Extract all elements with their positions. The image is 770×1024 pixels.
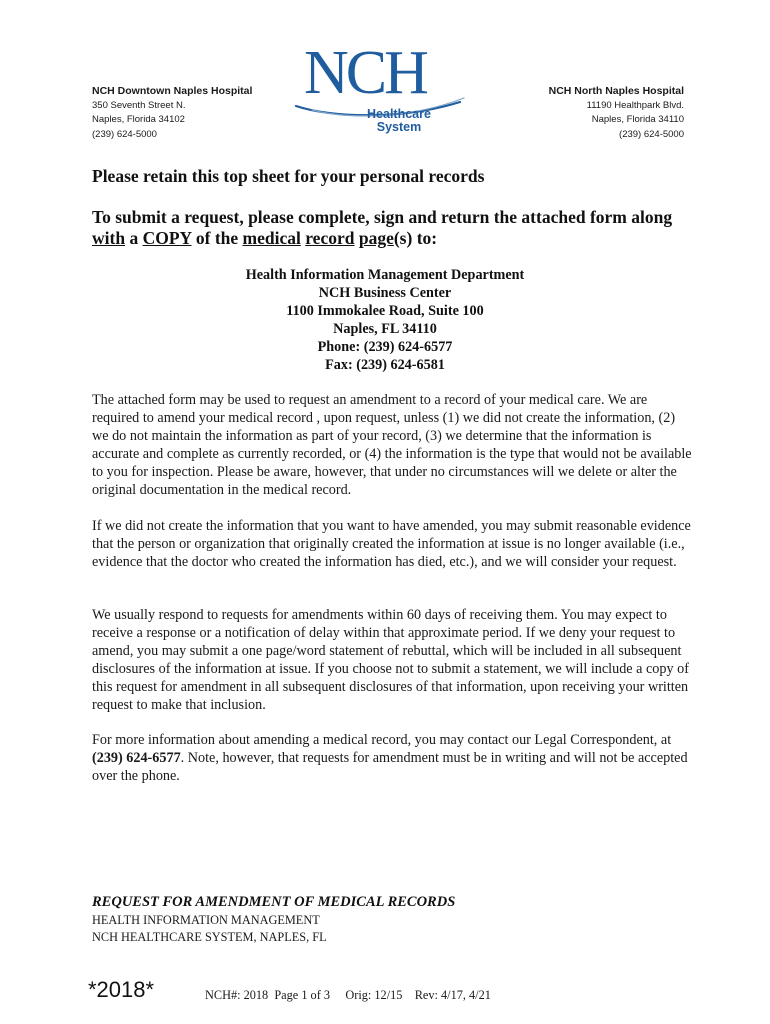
paragraph-reasonable-evidence: If we did not create the information that you want to have amended, you may submit reasonable evidence that the person or organization that originally created the information at issue is no longer available (i.e., evidence that the doctor who created the information has died, etc.), and we will consider your request. — [92, 518, 691, 570]
logo-subtitle-line1: Healthcare — [367, 107, 431, 121]
downtown-hospital-name: NCH Downtown Naples Hospital — [92, 85, 253, 97]
north-naples-hospital-phone: (239) 624-5000 — [619, 128, 684, 140]
submit-heading-page: page — [358, 228, 394, 248]
submit-heading-part1: To submit a request, please complete, sign and return the attached form along — [92, 207, 673, 227]
logo-subtitle-line2: System — [376, 120, 422, 134]
legal-correspondent-phone: (239) 624-6577 — [92, 750, 181, 766]
downtown-hospital-street: 350 Seventh Street N. — [92, 99, 186, 111]
downtown-hospital-phone: (239) 624-5000 — [92, 128, 157, 140]
form-subtitle-department: HEALTH INFORMATION MANAGEMENT — [92, 913, 320, 927]
department-center: NCH Business Center — [318, 285, 452, 301]
submit-heading-record: record — [305, 228, 355, 248]
department-street: 1100 Immokalee Road, Suite 100 — [286, 303, 484, 319]
department-city: Naples, FL 34110 — [333, 321, 437, 337]
form-subtitle-system: NCH HEALTHCARE SYSTEM, NAPLES, FL — [92, 929, 327, 944]
submit-heading-with: with — [92, 228, 126, 248]
form-footer-meta: NCH#: 2018 Page 1 of 3 Orig: 12/15 Rev: 4/17, 4/21 — [205, 988, 491, 1002]
paragraph-more-information — [92, 731, 692, 785]
submit-heading-copy: COPY — [142, 228, 192, 248]
paragraph-more-information-end: . Note, however, that requests for amendment must be in writing and will not be accepted over the phone. — [92, 750, 688, 784]
department-name: Health Information Management Department — [245, 267, 525, 283]
department-phone: Phone: (239) 624-6577 — [317, 339, 453, 355]
nch-logo — [292, 39, 472, 144]
form-code: *2018* — [88, 977, 155, 1002]
paragraph-amendment-purpose: The attached form may be used to request an amendment to a record of your medical care. We are required to amend your medical record , upon request, unless (1) we did not create the information, (2) we do not maintain the information as part of your record, (3) we determine that the information is accurate and complete as currently recorded, or (4) the information is the type that would not be available to you for inspection. Please be aware, however, that under no circumstances will we delete or alter the original documentation in the medical record. — [92, 392, 692, 498]
retain-heading: Please retain this top sheet for your personal records — [92, 166, 485, 186]
department-address-block — [0, 266, 770, 374]
form-title: REQUEST FOR AMENDMENT OF MEDICAL RECORDS — [92, 894, 456, 910]
form-subtitle — [92, 912, 327, 945]
downtown-hospital-city: Naples, Florida 34102 — [92, 114, 185, 125]
north-naples-hospital-city: Naples, Florida 34110 — [591, 114, 684, 125]
north-naples-hospital-address — [549, 84, 684, 142]
submit-heading-end: (s) to: — [393, 228, 438, 248]
logo-subtitle — [364, 108, 434, 134]
north-naples-hospital-street: 11190 Healthpark Blvd. — [586, 99, 684, 111]
downtown-hospital-address — [92, 84, 252, 142]
paragraph-response-time: We usually respond to requests for amendments within 60 days of receiving them. You may expect to receive a response or a notification of delay within that approximate period. If we deny your request to amend, you may submit a one page/word statement of rebuttal, which will be included in all subsequent disclosures of the information at issue. If you choose not to submit a statement, we will include a copy of this request for amendment in all subsequent disclosures of that information, upon receiving your written request to make that inclusion. — [92, 607, 689, 713]
submit-heading — [92, 207, 692, 249]
submit-heading-medical: medical — [242, 228, 301, 248]
submit-heading-of-the: of the — [191, 228, 243, 248]
submit-heading-a: a — [125, 228, 143, 248]
paragraph-more-information-start: For more information about amending a medical record, you may contact our Legal Correspondent, at — [92, 732, 672, 748]
logo-letters: NCH — [304, 39, 426, 107]
department-fax: Fax: (239) 624-6581 — [325, 357, 445, 373]
north-naples-hospital-name: NCH North Naples Hospital — [548, 85, 684, 97]
